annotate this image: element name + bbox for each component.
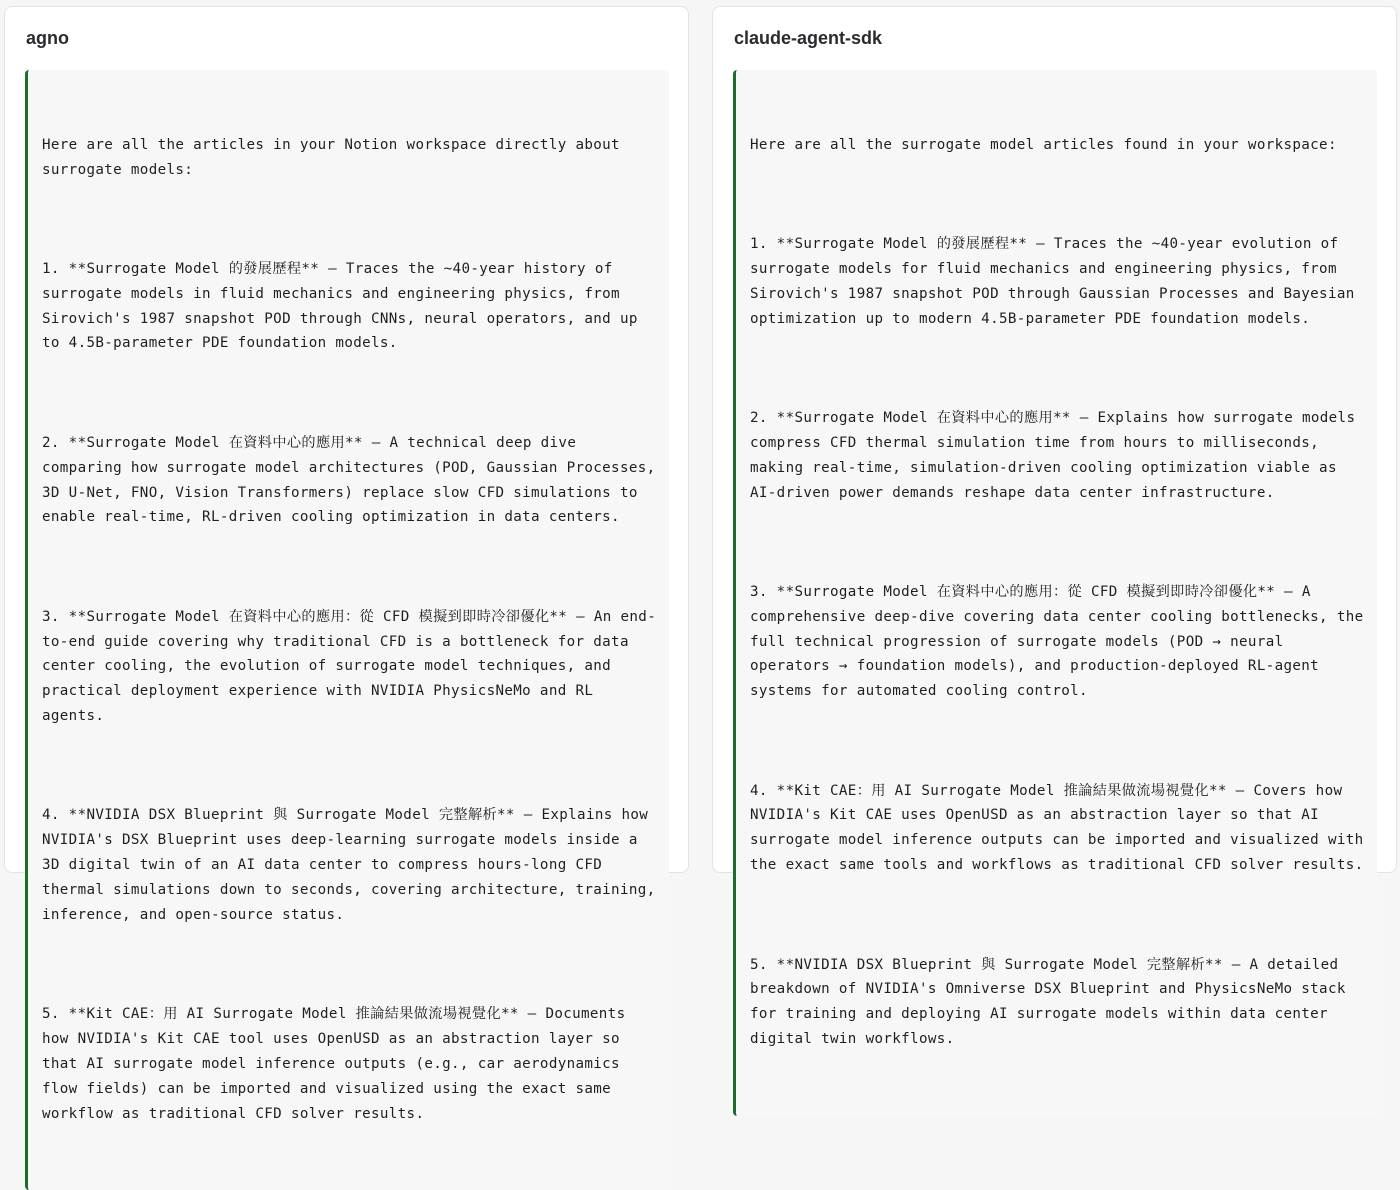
list-item: 4. **Kit CAE：用 AI Surrogate Model 推論結果做流場視覺化** — Covers how NVIDIA's Kit CAE uses OpenUSD as an abstraction layer so that AI surrogate model inference outputs can be imported and visualized with the exact same tools and workflows as traditional CFD solver results. <box>750 782 1373 874</box>
list-item: 5. **Kit CAE：用 AI Surrogate Model 推論結果做流場視覺化** — Documents how NVIDIA's Kit CAE tool uses OpenUSD as an abstraction layer so that AI surrogate model inference outputs (e.g., car aerodynamics flow fields) can be imported and visualized using the exact same workflow as traditional CFD solver results. <box>42 1006 635 1122</box>
list-item: 2. **Surrogate Model 在資料中心的應用** — A technical deep dive comparing how surrogate model architectures (POD, Gaussian Processes, 3D U-Net, FNO, Vision Transformers) replace slow CFD simulations to enable real-time, RL-driven cooling optimization in data centers. <box>42 434 665 526</box>
list-item: 3. **Surrogate Model 在資料中心的應用：從 CFD 模擬到即時冷卻優化** — An end-to-end guide covering why traditional CFD is a bottleneck for data center cooling, the evolution of surrogate model techniques, and practical deployment experience with NVIDIA PhysicsNeMo and RL agents. <box>42 608 657 725</box>
list-item: 3. **Surrogate Model 在資料中心的應用：從 CFD 模擬到即時冷卻優化** — A comprehensive deep-dive covering data center cooling bottlenecks, the full technical progression of surrogate models (POD → neural operators → foundation models), and production-deployed RL-agent systems for automated cooling control. <box>750 583 1373 700</box>
list-item: 2. **Surrogate Model 在資料中心的應用** — Explains how surrogate models compress CFD thermal simulation time from hours to milliseconds, making real-time, simulation-driven cooling optimization viable as AI-driven power demands reshape data center infrastructure. <box>750 409 1365 501</box>
list-item: 1. **Surrogate Model 的發展歷程** — Traces the ~40-year evolution of surrogate models for fluid mechanics and engineering physics, from Sirovich's 1987 snapshot POD through Gaussian Processes and Bayesian optimization up to modern 4.5B-parameter PDE foundation models. <box>750 236 1364 327</box>
list-item: 5. **NVIDIA DSX Blueprint 與 Surrogate Model 完整解析** — A detailed breakdown of NVIDIA's Omniverse DSX Blueprint and PhysicsNeMo stack for training and deploying AI surrogate models within data center digital twin workflows. <box>750 956 1355 1048</box>
response-blockquote <box>25 70 669 1190</box>
response-text <box>750 83 1373 1102</box>
panel-title: claude-agent-sdk <box>734 28 883 48</box>
response-intro: Here are all the articles in your Notion workspace directly about surrogate models: <box>42 136 629 178</box>
response-blockquote <box>733 70 1377 1116</box>
response-text <box>42 83 665 1176</box>
panel-title: agno <box>26 28 69 48</box>
agno-panel <box>4 6 689 1122</box>
list-item: 4. **NVIDIA DSX Blueprint 與 Surrogate Model 完整解析** — Explains how NVIDIA's DSX Blueprint uses deep-learning surrogate models inside a 3D digital twin of an AI data center to compress hours-long CFD thermal simulations down to seconds, covering architecture, training, inference, and open-source status. <box>42 807 665 923</box>
list-item: 1. **Surrogate Model 的發展歷程** — Traces the ~40-year history of surrogate models in fluid mechanics and engineering physics, from Sirovich's 1987 snapshot POD through CNNs, neural operators, and up to 4.5B-parameter PDE foundation models. <box>42 260 647 352</box>
response-intro: Here are all the surrogate model articles found in your workspace: <box>750 136 1337 153</box>
claude-agent-sdk-panel <box>712 6 1397 1048</box>
